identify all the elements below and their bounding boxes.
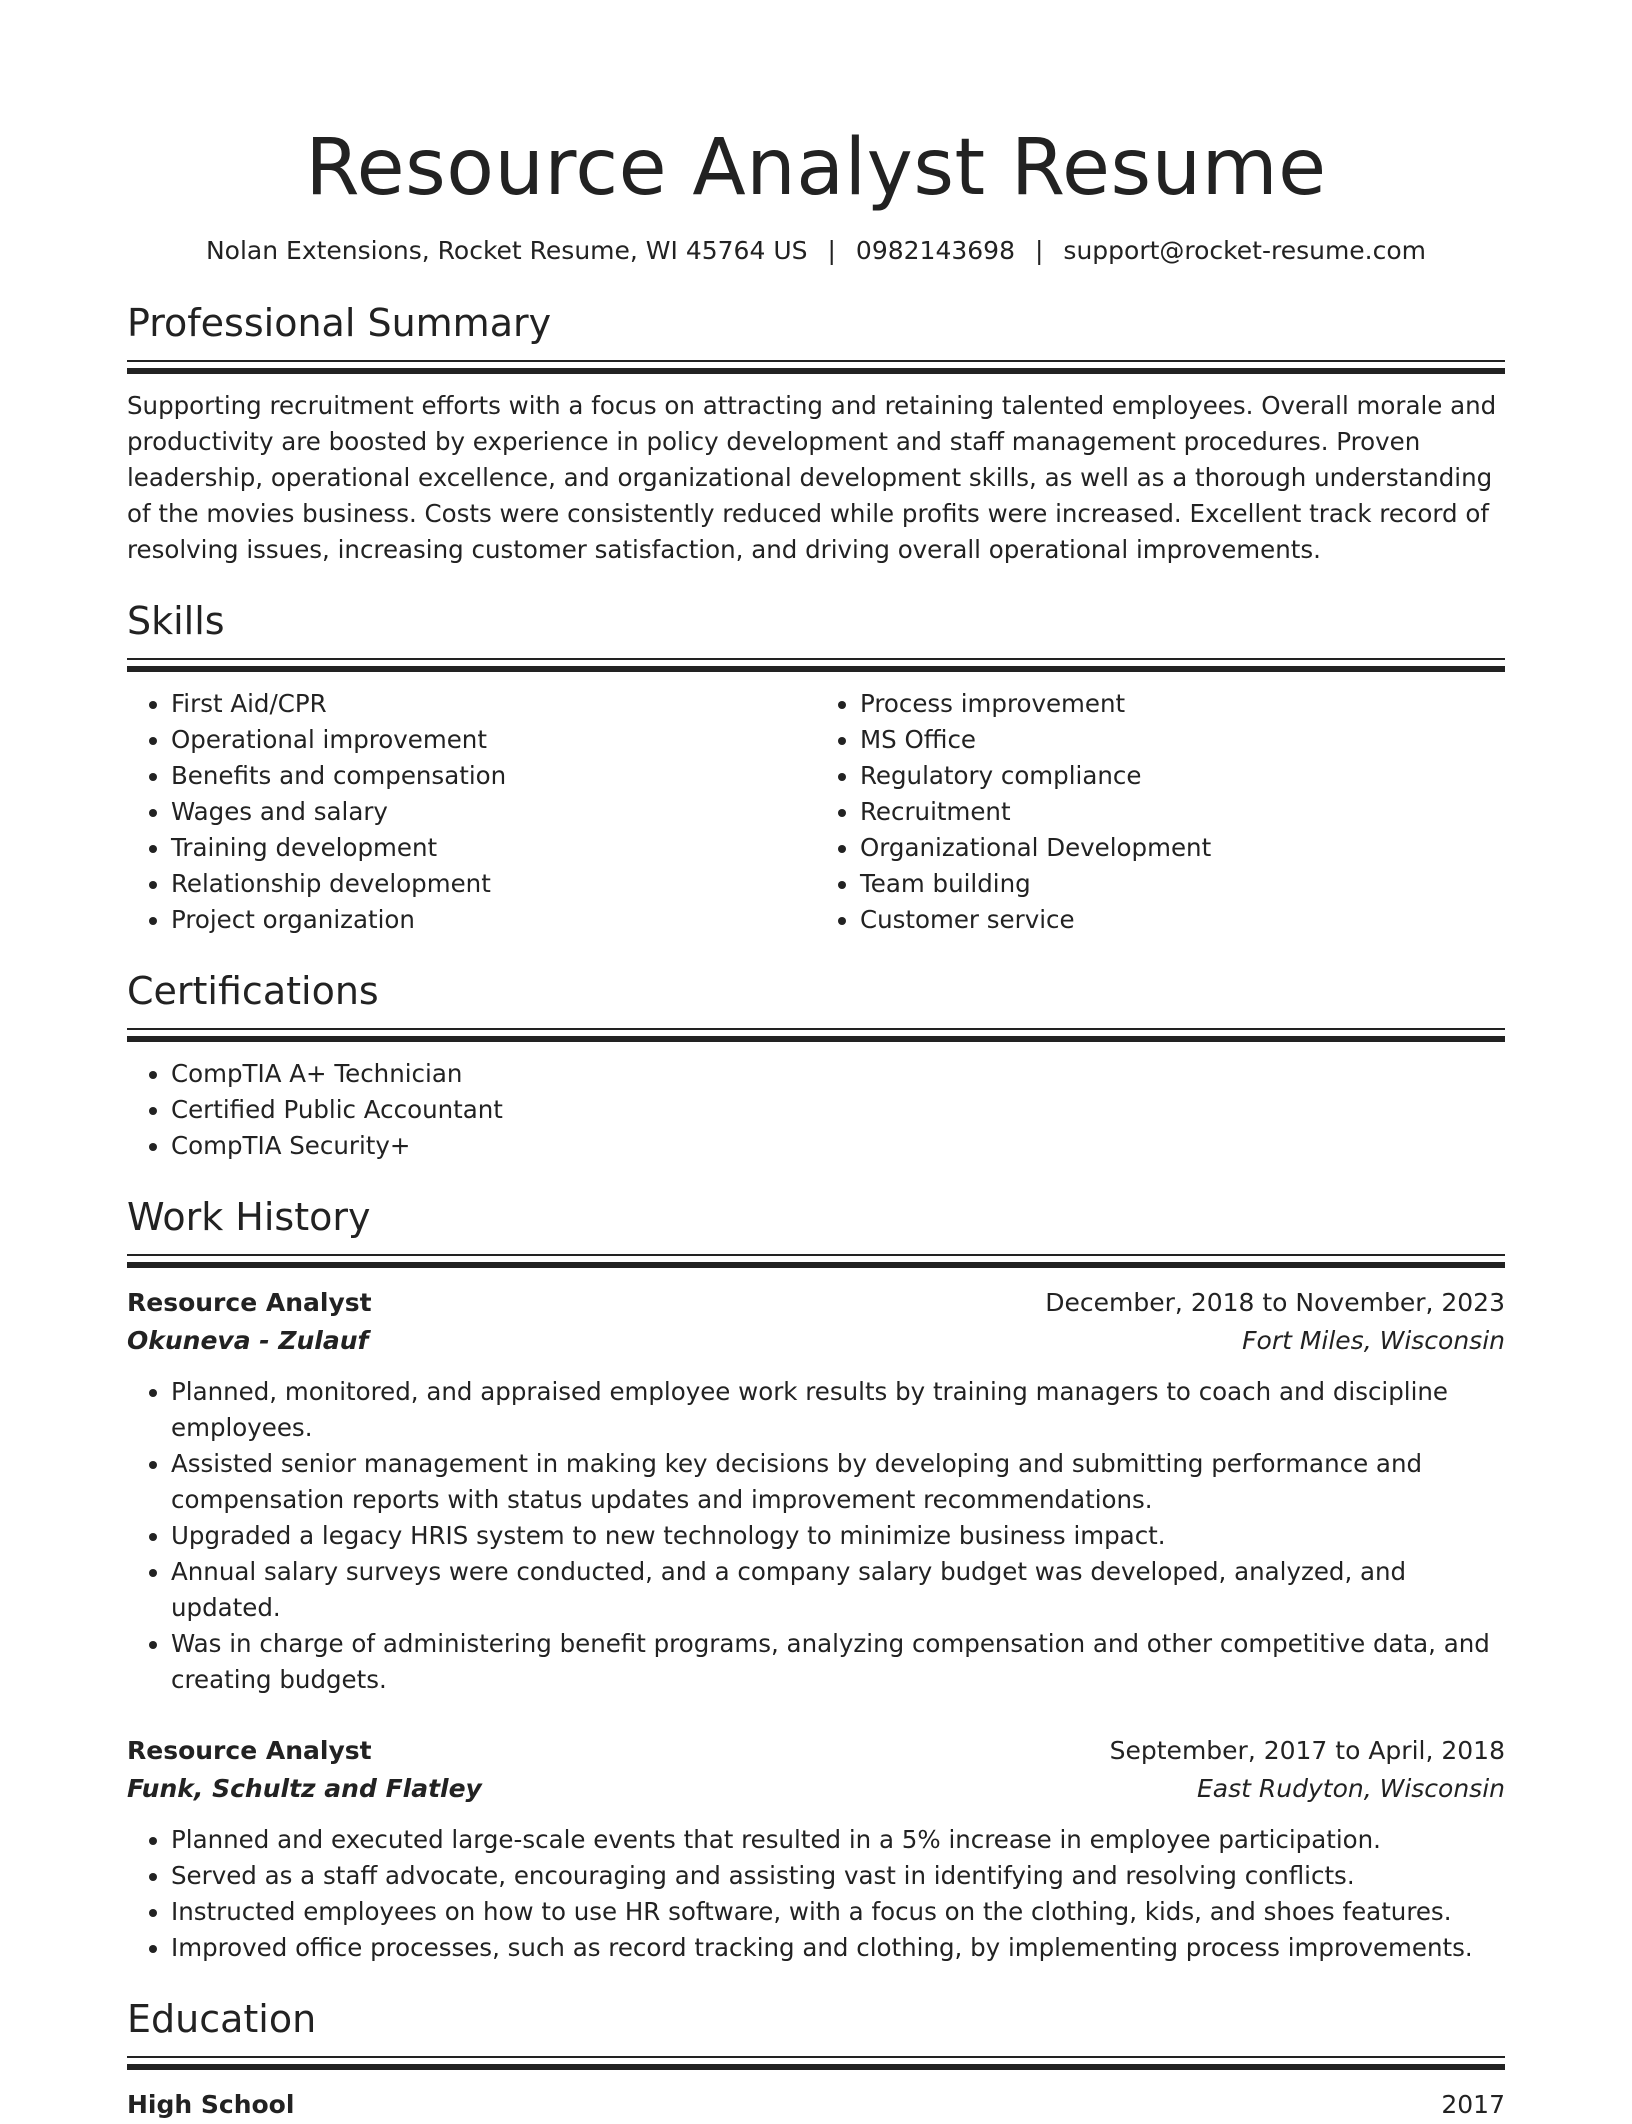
job-entry [127,1284,1505,1698]
education-section [127,1996,1505,2124]
section-divider [127,2056,1505,2070]
certification-item: • CompTIA Security+ [171,1128,1505,1164]
job-title: Resource Analyst [127,1288,372,1317]
skill-item: • Wages and salary [171,794,816,830]
contact-separator: | [1034,236,1044,265]
job-company-row [127,1770,1505,1808]
job-bullet: • Planned and executed large-scale events that resulted in a 5% increase in employee participation. [171,1822,1505,1858]
education-heading: Education [127,1997,317,2041]
job-dates: September, 2017 to April, 2018 [1109,1736,1505,1765]
contact-email: support@rocket-resume.com [1063,236,1427,265]
job-bullets [127,1374,1505,1698]
job-location: Fort Miles, Wisconsin [1242,1326,1505,1355]
job-bullet: • Assisted senior management in making key decisions by developing and submitting performance and compensation reports with status updates and improvement recommendations. [171,1446,1505,1518]
job-bullet: • Instructed employees on how to use HR software, with a focus on the clothing, kids, and shoes features. [171,1894,1505,1930]
job-header-row [127,1732,1505,1770]
job-title: Resource Analyst [127,1736,372,1765]
job-bullet: • Was in charge of administering benefit programs, analyzing compensation and other competitive data, and creating budgets. [171,1626,1505,1698]
job-bullet: • Upgraded a legacy HRIS system to new technology to minimize business impact. [171,1518,1505,1554]
education-degree: High School [127,2090,295,2119]
skills-heading: Skills [127,599,225,643]
skills-list-left [127,686,816,938]
job-company: Okuneva - Zulauf [127,1326,369,1355]
skills-list-right [816,686,1505,938]
summary-heading: Professional Summary [127,301,552,345]
skill-item: • Process improvement [860,686,1505,722]
job-company: Funk, Schultz and Flatley [127,1774,482,1803]
skill-item: • Relationship development [171,866,816,902]
education-row [127,2086,1505,2124]
skill-item: • Team building [860,866,1505,902]
job-dates: December, 2018 to November, 2023 [1045,1288,1505,1317]
job-bullets [127,1822,1505,1966]
skill-item: • Benefits and compensation [171,758,816,794]
page-title: Resource Analyst Resume [305,123,1327,213]
job-entry [127,1732,1505,1966]
skills-columns [127,686,1505,938]
job-bullet: • Planned, monitored, and appraised employee work results by training managers to coach and discipline employees. [171,1374,1505,1446]
education-year: 2017 [1441,2090,1505,2119]
contact-separator: | [827,236,836,265]
contact-address: Nolan Extensions, Rocket Resume, WI 45764 US [205,236,808,265]
section-divider [127,1028,1505,1042]
certifications-heading: Certifications [127,969,379,1013]
job-bullet: • Served as a staff advocate, encouraging and assisting vast in identifying and resolving conflicts. [171,1858,1505,1894]
section-divider [127,658,1505,672]
contact-phone: 0982143698 [855,236,1015,265]
job-header-row [127,1284,1505,1322]
skill-item: • MS Office [860,722,1505,758]
summary-text: Supporting recruitment efforts with a focus on attracting and retaining talented employees. Overall morale and productivity are boosted by experience in policy development and staff management procedures. Proven leadership, operational excellence, and organizational development skills, as well as a thorough understanding of the movies business. Costs were consistently reduced while profits were increased. Excellent track record of resolving issues, increasing customer satisfaction, and driving overall operational improvements. [127,391,1497,564]
job-location: East Rudyton, Wisconsin [1197,1774,1505,1803]
contact-line [127,234,1505,268]
skill-item: • Recruitment [860,794,1505,830]
skills-section [127,598,1505,938]
work-history-section [127,1194,1505,1966]
certifications-list [127,1056,1505,1164]
skill-item: • Operational improvement [171,722,816,758]
job-company-row [127,1322,1505,1360]
skill-item: • First Aid/CPR [171,686,816,722]
section-divider [127,360,1505,374]
certification-item: • Certified Public Accountant [171,1092,1505,1128]
summary-section [127,300,1505,568]
skill-item: • Project organization [171,902,816,938]
work-history-heading: Work History [127,1195,371,1239]
certifications-section [127,968,1505,1164]
job-bullet: • Improved office processes, such as record tracking and clothing, by implementing process improvements. [171,1930,1505,1966]
section-divider [127,1254,1505,1268]
skill-item: • Regulatory compliance [860,758,1505,794]
skill-item: • Organizational Development [860,830,1505,866]
skill-item: • Customer service [860,902,1505,938]
job-bullet: • Annual salary surveys were conducted, and a company salary budget was developed, analyzed, and updated. [171,1554,1505,1626]
skill-item: • Training development [171,830,816,866]
certification-item: • CompTIA A+ Technician [171,1056,1505,1092]
